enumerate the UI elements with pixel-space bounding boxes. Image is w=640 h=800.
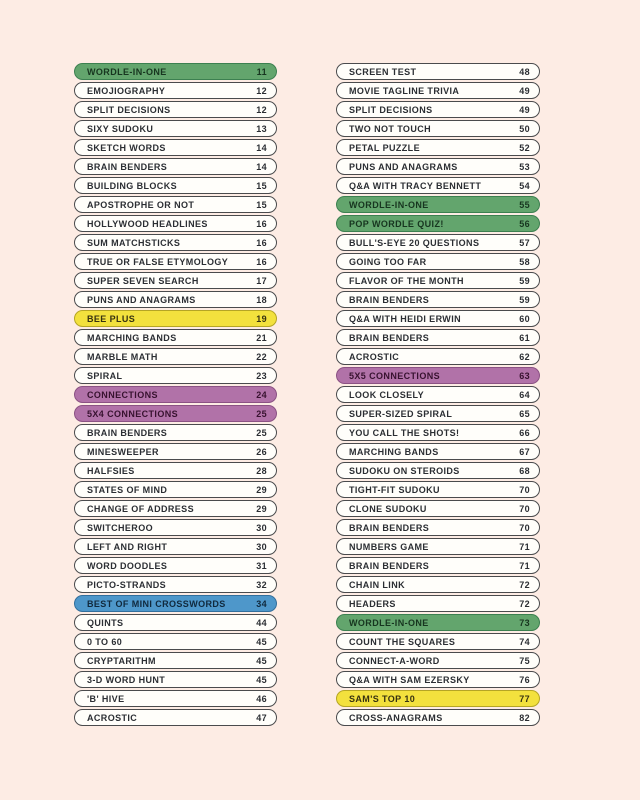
toc-entry (74, 557, 277, 574)
toc-entry (74, 405, 277, 422)
toc-entry-title: CROSS-ANAGRAMS (349, 712, 443, 723)
toc-entry (74, 139, 277, 156)
toc-entry-title: EMOJIOGRAPHY (87, 85, 166, 96)
toc-entry (74, 215, 277, 232)
toc-entry (74, 633, 277, 650)
toc-entry-page: 30 (256, 522, 267, 533)
toc-entry (336, 614, 540, 631)
toc-entry-title: HALFSIES (87, 465, 135, 476)
toc-entry (74, 500, 277, 517)
toc-entry-page: 21 (256, 332, 267, 343)
toc-entry (74, 367, 277, 384)
toc-entry-page: 19 (256, 313, 267, 324)
toc-entry (74, 101, 277, 118)
toc-entry-title: CHANGE OF ADDRESS (87, 503, 194, 514)
toc-entry-page: 64 (519, 389, 530, 400)
toc-entry-title: BEST OF MINI CROSSWORDS (87, 598, 226, 609)
toc-entry-page: 47 (256, 712, 267, 723)
toc-entry (336, 500, 540, 517)
toc-entry (336, 215, 540, 232)
toc-entry (336, 462, 540, 479)
toc-entry (336, 63, 540, 80)
toc-entry-title: CLONE SUDOKU (349, 503, 427, 514)
toc-entry-page: 48 (519, 66, 530, 77)
toc-entry-title: YOU CALL THE SHOTS! (349, 427, 460, 438)
toc-entry (336, 253, 540, 270)
toc-entry-title: BRAIN BENDERS (349, 332, 430, 343)
toc-entry-page: 22 (256, 351, 267, 362)
toc-entry-page: 25 (256, 427, 267, 438)
toc-entry-page: 71 (519, 541, 530, 552)
toc-entry (74, 443, 277, 460)
toc-entry-page: 28 (256, 465, 267, 476)
toc-entry-title: HOLLYWOOD HEADLINES (87, 218, 208, 229)
toc-entry-page: 59 (519, 294, 530, 305)
toc-entry-page: 15 (256, 199, 267, 210)
toc-entry-page: 61 (519, 332, 530, 343)
toc-entry (336, 481, 540, 498)
toc-entry-title: PUNS AND ANAGRAMS (87, 294, 196, 305)
toc-entry (74, 690, 277, 707)
toc-entry-title: PETAL PUZZLE (349, 142, 420, 153)
toc-entry-page: 23 (256, 370, 267, 381)
toc-entry-page: 53 (519, 161, 530, 172)
toc-entry (336, 557, 540, 574)
toc-entry-title: MARCHING BANDS (349, 446, 439, 457)
toc-entry (74, 614, 277, 631)
toc-entry-page: 32 (256, 579, 267, 590)
toc-entry-page: 17 (256, 275, 267, 286)
toc-entry-page: 45 (256, 636, 267, 647)
toc-entry-page: 34 (256, 598, 267, 609)
toc-entry (336, 652, 540, 669)
toc-entry-title: COUNT THE SQUARES (349, 636, 456, 647)
toc-entry-page: 45 (256, 655, 267, 666)
toc-entry-title: MINESWEEPER (87, 446, 159, 457)
toc-entry-page: 71 (519, 560, 530, 571)
toc-entry (74, 234, 277, 251)
toc-entry (74, 253, 277, 270)
toc-entry (336, 367, 540, 384)
toc-entry-title: BRAIN BENDERS (87, 161, 168, 172)
toc-entry-page: 29 (256, 484, 267, 495)
toc-entry-title: SPIRAL (87, 370, 123, 381)
toc-entry-title: Q&A WITH SAM EZERSKY (349, 674, 470, 685)
toc-entry-title: WORDLE-IN-ONE (349, 617, 429, 628)
toc-entry-page: 30 (256, 541, 267, 552)
toc-entry-page: 25 (256, 408, 267, 419)
toc-entry-title: MARCHING BANDS (87, 332, 177, 343)
toc-entry-page: 54 (519, 180, 530, 191)
toc-entry-title: APOSTROPHE OR NOT (87, 199, 195, 210)
toc-entry-page: 70 (519, 503, 530, 514)
toc-entry (336, 709, 540, 726)
toc-entry (74, 462, 277, 479)
toc-entry-title: QUINTS (87, 617, 124, 628)
toc-entry-page: 26 (256, 446, 267, 457)
toc-entry-title: PICTO-STRANDS (87, 579, 167, 590)
toc-entry (74, 386, 277, 403)
toc-entry-title: PUNS AND ANAGRAMS (349, 161, 458, 172)
toc-entry-title: WORD DOODLES (87, 560, 168, 571)
toc-entry-page: 31 (256, 560, 267, 571)
toc-entry-page: 66 (519, 427, 530, 438)
toc-entry (336, 595, 540, 612)
toc-entry-page: 24 (256, 389, 267, 400)
toc-entry-title: BRAIN BENDERS (349, 522, 430, 533)
toc-entry-page: 50 (519, 123, 530, 134)
toc-entry (336, 82, 540, 99)
toc-entry-title: STATES OF MIND (87, 484, 168, 495)
toc-entry-page: 16 (256, 218, 267, 229)
toc-entry (336, 405, 540, 422)
toc-entry-page: 72 (519, 579, 530, 590)
toc-entry-title: BRAIN BENDERS (87, 427, 168, 438)
toc-entry-title: NUMBERS GAME (349, 541, 429, 552)
toc-entry (74, 709, 277, 726)
toc-entry-title: 5X4 CONNECTIONS (87, 408, 179, 419)
toc-entry (74, 177, 277, 194)
toc-entry (74, 329, 277, 346)
toc-entry (336, 310, 540, 327)
toc-entry (74, 481, 277, 498)
toc-entry-title: BRAIN BENDERS (349, 560, 430, 571)
toc-entry (336, 196, 540, 213)
toc-entry-page: 62 (519, 351, 530, 362)
toc-entry-title: SUPER-SIZED SPIRAL (349, 408, 453, 419)
toc-entry-page: 29 (256, 503, 267, 514)
toc-entry-title: CONNECT-A-WORD (349, 655, 440, 666)
toc-entry (336, 101, 540, 118)
toc-entry-title: TWO NOT TOUCH (349, 123, 432, 134)
toc-entry (336, 690, 540, 707)
toc-entry-page: 49 (519, 85, 530, 96)
toc-entry-page: 65 (519, 408, 530, 419)
toc-entry-page: 56 (519, 218, 530, 229)
toc-entry (74, 82, 277, 99)
toc-entry-page: 72 (519, 598, 530, 609)
toc-entry (336, 139, 540, 156)
toc-entry-page: 13 (256, 123, 267, 134)
toc-entry-title: WORDLE-IN-ONE (87, 66, 167, 77)
toc-entry (336, 443, 540, 460)
toc-entry-title: SWITCHEROO (87, 522, 153, 533)
toc-entry-title: SUPER SEVEN SEARCH (87, 275, 199, 286)
toc-entry-title: SIXY SUDOKU (87, 123, 154, 134)
toc-entry (336, 348, 540, 365)
toc-entry-page: 18 (256, 294, 267, 305)
toc-entry-page: 12 (256, 104, 267, 115)
toc-entry (336, 158, 540, 175)
toc-entry (336, 291, 540, 308)
toc-entry-page: 11 (256, 66, 267, 77)
toc-entry-title: ACROSTIC (87, 712, 138, 723)
toc-entry-title: BULL'S-EYE 20 QUESTIONS (349, 237, 480, 248)
toc-entry (336, 386, 540, 403)
toc-entry-page: 75 (519, 655, 530, 666)
toc-entry (74, 424, 277, 441)
toc-entry (336, 234, 540, 251)
toc-entry (74, 196, 277, 213)
toc-entry-page: 77 (519, 693, 530, 704)
toc-entry-page: 70 (519, 484, 530, 495)
toc-entry-page: 68 (519, 465, 530, 476)
toc-entry-title: SKETCH WORDS (87, 142, 166, 153)
toc-entry-page: 14 (256, 142, 267, 153)
toc-entry-title: WORDLE-IN-ONE (349, 199, 429, 210)
toc-entry (336, 272, 540, 289)
toc-entry (336, 519, 540, 536)
toc-entry-title: HEADERS (349, 598, 396, 609)
toc-entry (74, 348, 277, 365)
toc-entry (336, 538, 540, 555)
toc-entry-page: 57 (519, 237, 530, 248)
toc-entry-page: 60 (519, 313, 530, 324)
toc-entry (74, 538, 277, 555)
toc-entry (74, 310, 277, 327)
toc-entry (74, 63, 277, 80)
toc-entry-title: SPLIT DECISIONS (349, 104, 433, 115)
toc-entry-page: 45 (256, 674, 267, 685)
toc-entry-title: 0 TO 60 (87, 636, 123, 647)
toc-entry-title: GOING TOO FAR (349, 256, 427, 267)
toc-entry (336, 633, 540, 650)
toc-entry-page: 55 (519, 199, 530, 210)
toc-entry-page: 12 (256, 85, 267, 96)
toc-entry-title: 'B' HIVE (87, 693, 125, 704)
toc-entry-title: SUDOKU ON STEROIDS (349, 465, 460, 476)
toc-entry-title: CHAIN LINK (349, 579, 405, 590)
toc-entry-title: CRYPTARITHM (87, 655, 156, 666)
toc-entry-title: BRAIN BENDERS (349, 294, 430, 305)
toc-entry-title: BEE PLUS (87, 313, 136, 324)
toc-entry-page: 70 (519, 522, 530, 533)
toc-entry-page: 16 (256, 256, 267, 267)
toc-entry-page: 73 (519, 617, 530, 628)
toc-entry-title: BUILDING BLOCKS (87, 180, 177, 191)
toc-entry-page: 14 (256, 161, 267, 172)
toc-entry (74, 671, 277, 688)
toc-entry-title: SCREEN TEST (349, 66, 417, 77)
toc-entry-page: 46 (256, 693, 267, 704)
toc-entry-title: ACROSTIC (349, 351, 400, 362)
toc-entry-page: 74 (519, 636, 530, 647)
toc-entry-page: 76 (519, 674, 530, 685)
toc-entry (74, 576, 277, 593)
toc-entry-title: MOVIE TAGLINE TRIVIA (349, 85, 460, 96)
toc-entry (74, 272, 277, 289)
toc-entry-title: SAM'S TOP 10 (349, 693, 416, 704)
toc-entry (74, 595, 277, 612)
toc-entry (336, 576, 540, 593)
toc-entry (74, 291, 277, 308)
toc-entry-page: 49 (519, 104, 530, 115)
toc-entry (336, 329, 540, 346)
toc-entry-title: SUM MATCHSTICKS (87, 237, 181, 248)
toc-entry (336, 671, 540, 688)
toc-entry-title: SPLIT DECISIONS (87, 104, 171, 115)
toc-column-right (336, 63, 540, 726)
toc-entry (74, 652, 277, 669)
toc-entry (74, 120, 277, 137)
toc-entry-page: 63 (519, 370, 530, 381)
toc-entry-title: 3-D WORD HUNT (87, 674, 166, 685)
toc-entry (336, 120, 540, 137)
toc-entry-page: 44 (256, 617, 267, 628)
toc-entry-page: 59 (519, 275, 530, 286)
toc-entry-title: LOOK CLOSELY (349, 389, 424, 400)
toc-entry-title: Q&A WITH TRACY BENNETT (349, 180, 482, 191)
toc-entry-page: 82 (519, 712, 530, 723)
toc-entry-title: TIGHT-FIT SUDOKU (349, 484, 440, 495)
toc-entry-title: LEFT AND RIGHT (87, 541, 168, 552)
toc-entry (336, 177, 540, 194)
toc-entry-page: 67 (519, 446, 530, 457)
toc-entry-title: FLAVOR OF THE MONTH (349, 275, 464, 286)
toc-entry-title: TRUE OR FALSE ETYMOLOGY (87, 256, 229, 267)
toc-entry-page: 58 (519, 256, 530, 267)
toc-entry-title: POP WORDLE QUIZ! (349, 218, 444, 229)
toc-entry (74, 158, 277, 175)
toc-entry-title: 5X5 CONNECTIONS (349, 370, 441, 381)
toc-entry (336, 424, 540, 441)
toc-entry-title: Q&A WITH HEIDI ERWIN (349, 313, 461, 324)
toc-column-left (74, 63, 277, 726)
toc-entry-title: MARBLE MATH (87, 351, 158, 362)
toc-entry-page: 15 (256, 180, 267, 191)
toc-entry-page: 16 (256, 237, 267, 248)
toc-entry-page: 52 (519, 142, 530, 153)
toc-entry-title: CONNECTIONS (87, 389, 158, 400)
toc-entry (74, 519, 277, 536)
